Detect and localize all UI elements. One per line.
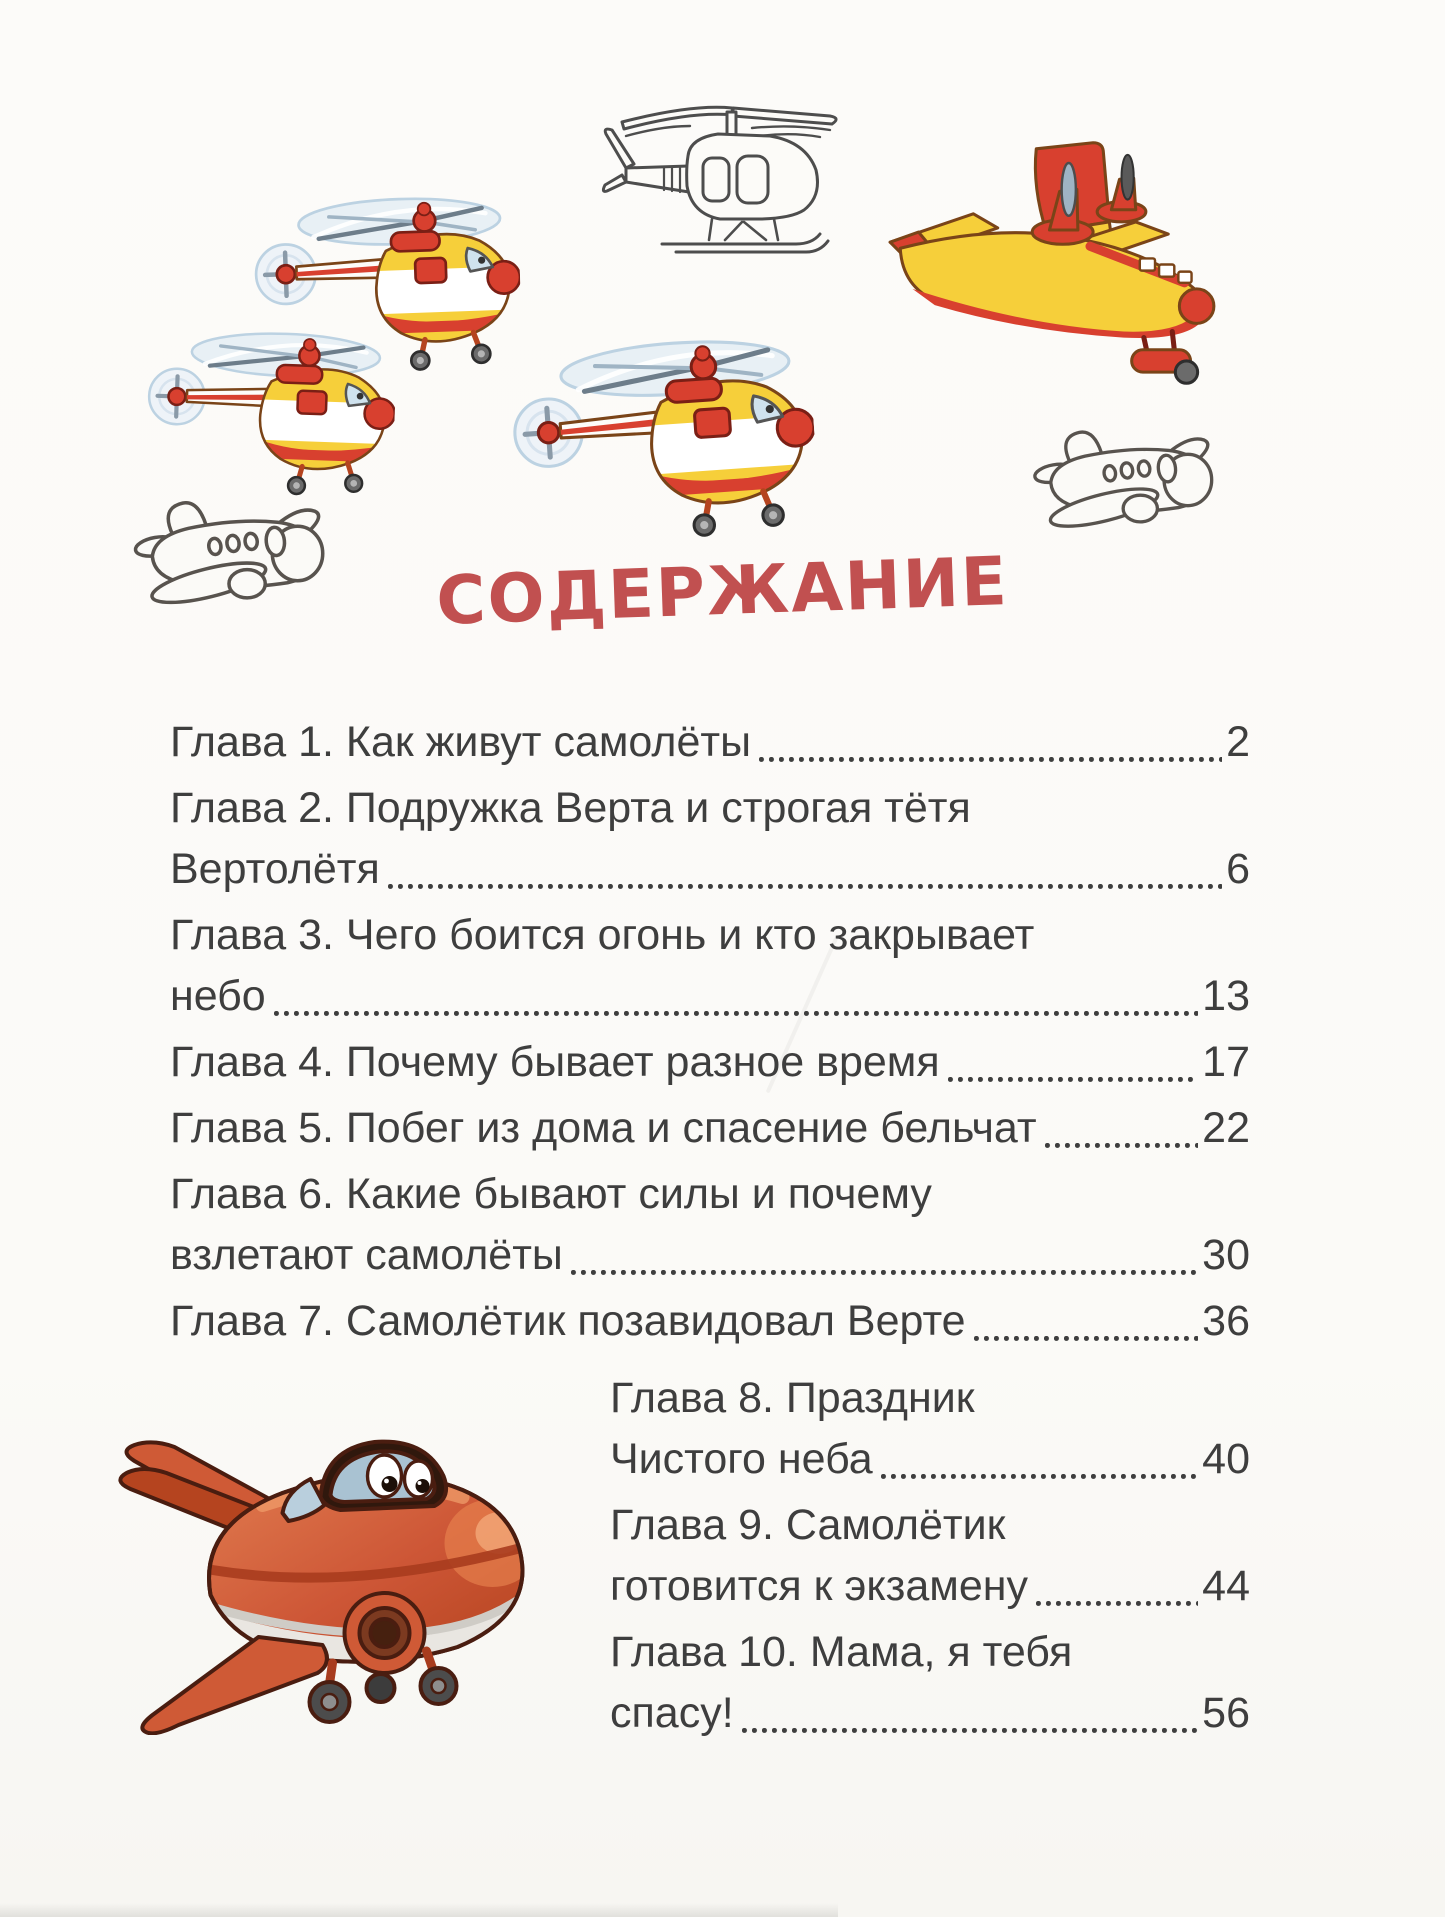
toc-entry-wrap: спасу! <box>610 1689 734 1737</box>
toc-right-column <box>610 1368 1250 1744</box>
dot-leader <box>571 1270 1198 1275</box>
toc-entry-6 <box>170 1164 1250 1286</box>
dot-leader <box>881 1474 1199 1479</box>
toc-entry-page: 6 <box>1226 845 1250 893</box>
toc-entry-title: Глава 8. Праздник <box>610 1374 975 1422</box>
outline-helicopter-illustration <box>592 82 857 262</box>
toc-entry-9 <box>610 1495 1250 1617</box>
toc-entry-2 <box>170 778 1250 900</box>
toc-entry-10 <box>610 1622 1250 1744</box>
toc-entry-page: 2 <box>1226 718 1250 766</box>
toc-entry-page: 36 <box>1202 1297 1250 1345</box>
rescue-helicopter-illustration-2 <box>140 311 398 502</box>
toc-entry-title: Глава 9. Самолётик <box>610 1501 1006 1549</box>
toc-entry-page: 44 <box>1202 1562 1250 1610</box>
toc-entry-page: 30 <box>1202 1231 1250 1279</box>
toc-entry-page: 17 <box>1202 1038 1250 1086</box>
toc-entry-title: Глава 5. Побег из дома и спасение бельчат <box>170 1104 1037 1152</box>
rescue-helicopter-illustration-3 <box>501 312 822 554</box>
dot-leader <box>948 1077 1199 1082</box>
toc-entry-title: Глава 6. Какие бывают силы и почему <box>170 1170 932 1218</box>
toc-entry-wrap: Вертолётя <box>170 845 380 893</box>
toc-entry-3 <box>170 905 1250 1027</box>
dot-leader <box>742 1728 1199 1733</box>
page-title: СОДЕРЖАНИЕ <box>435 542 1010 640</box>
toc-entry-title: Глава 7. Самолётик позавидовал Верте <box>170 1297 966 1345</box>
toc-entry-5 <box>170 1098 1250 1159</box>
toc-entry-wrap: готовится к экзамену <box>610 1562 1028 1610</box>
toc-entry-7 <box>170 1291 1250 1352</box>
toc-entry-page: 56 <box>1202 1689 1250 1737</box>
toc-entry-title: Глава 2. Подружка Верта и строгая тётя <box>170 784 971 832</box>
toc-entry-page: 40 <box>1202 1435 1250 1483</box>
doodle-plane-right-illustration <box>1026 420 1226 539</box>
toc-entry-4 <box>170 1032 1250 1093</box>
toc-entry-page: 22 <box>1202 1104 1250 1152</box>
dot-leader <box>388 884 1222 889</box>
dot-leader <box>974 1336 1199 1341</box>
dot-leader <box>1045 1143 1199 1148</box>
toc-entry-title: Глава 3. Чего боится огонь и кто закрывает <box>170 911 1035 959</box>
toc-entry-wrap: небо <box>170 972 266 1020</box>
toc-entry-title: Глава 1. Как живут самолёты <box>170 718 752 766</box>
toc-entry-wrap: взлетают самолёты <box>170 1231 563 1279</box>
toc-entry-title: Глава 4. Почему бывает разное время <box>170 1038 940 1086</box>
hero-plane-illustration <box>80 1385 545 1735</box>
toc-entry-page: 13 <box>1202 972 1250 1020</box>
dot-leader <box>759 757 1222 762</box>
toc-entry-wrap: Чистого неба <box>610 1435 873 1483</box>
toc-entry-title: Глава 10. Мама, я тебя <box>610 1628 1073 1676</box>
toc-entry-1 <box>170 712 1250 773</box>
seaplane-illustration <box>882 128 1222 398</box>
dot-leader <box>1036 1601 1198 1606</box>
dot-leader <box>274 1011 1198 1016</box>
toc-entry-8 <box>610 1368 1250 1490</box>
